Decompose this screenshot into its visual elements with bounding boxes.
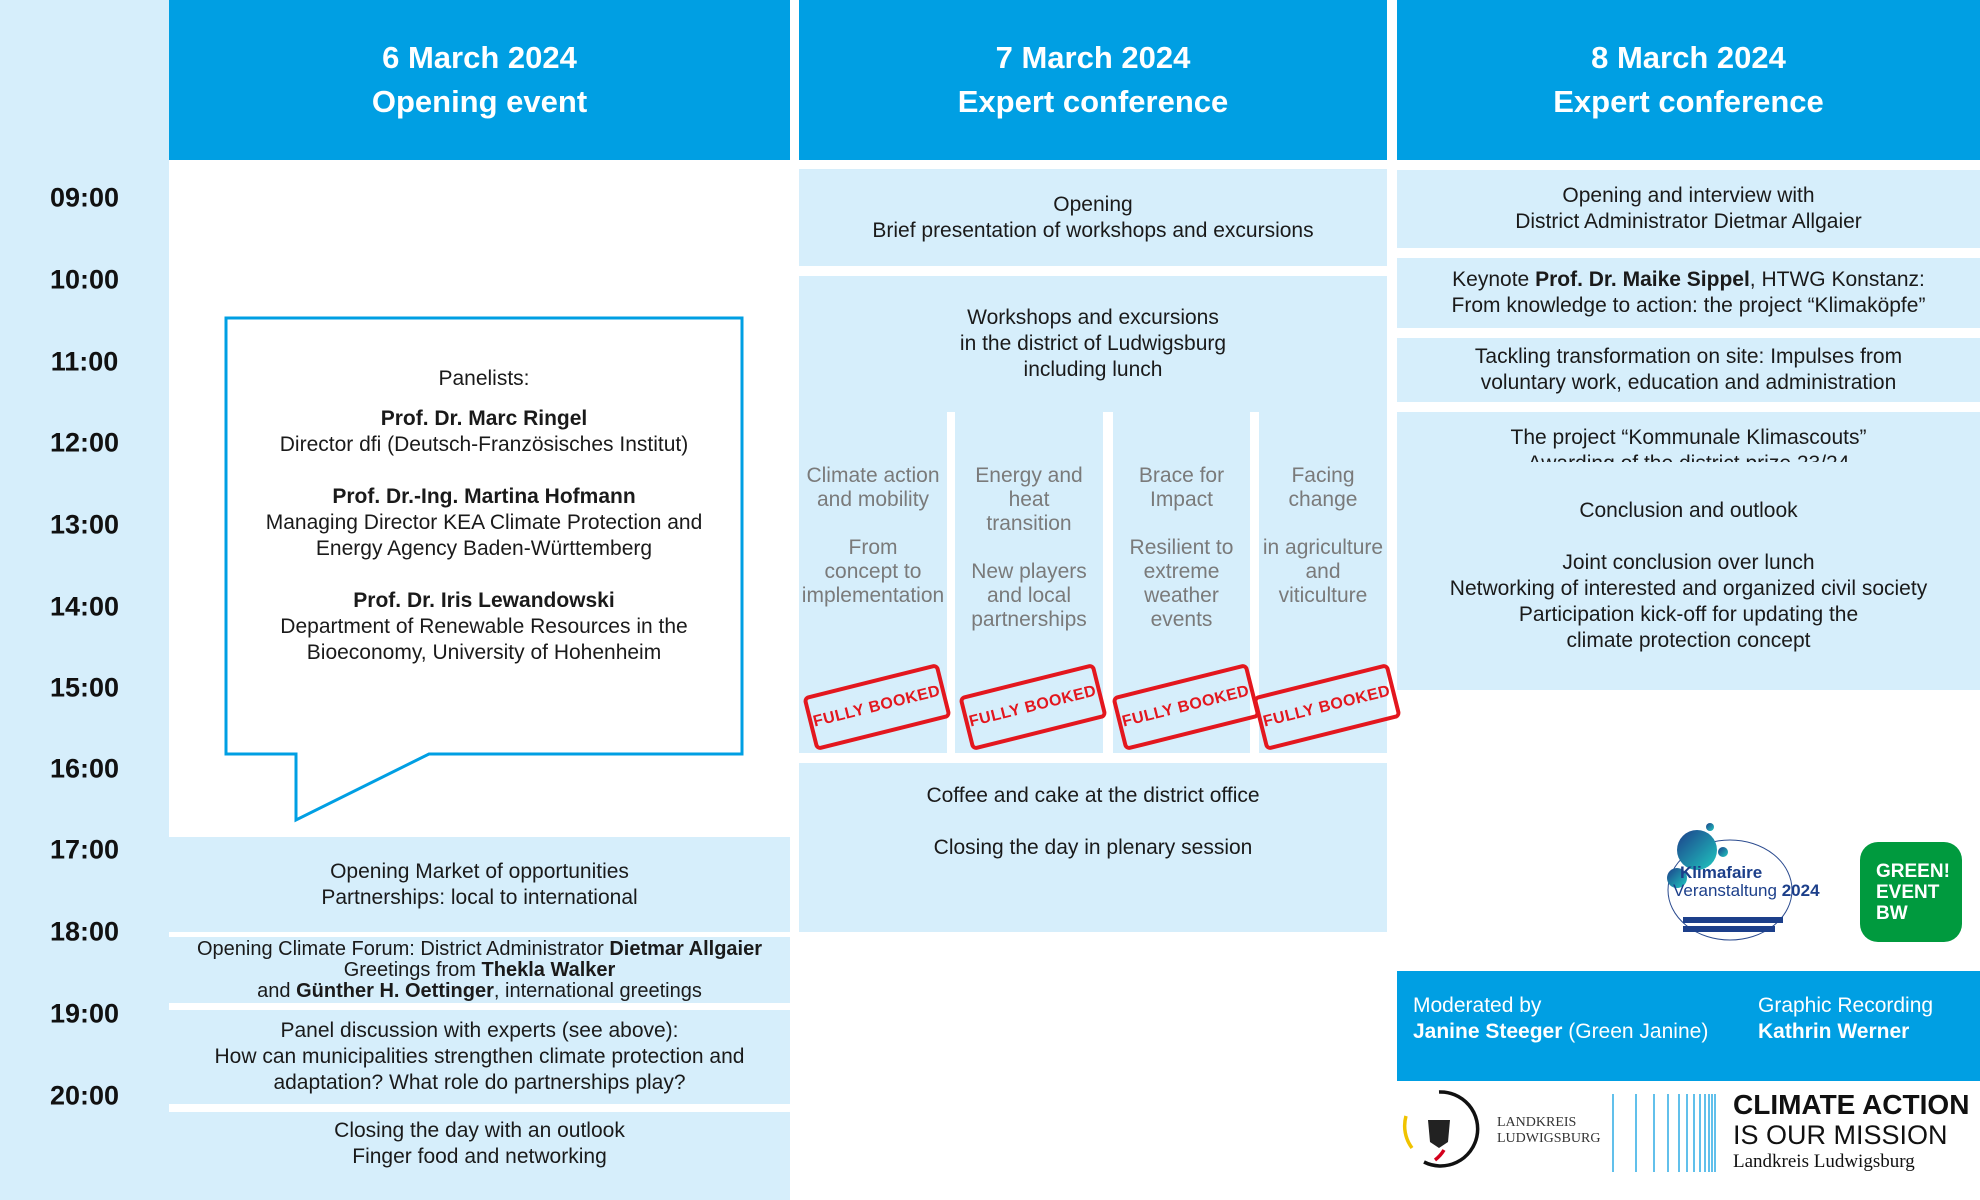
- track-title: Brace for: [1138, 464, 1225, 487]
- badge-line: EVENT: [1876, 881, 1940, 903]
- badge-line: GREEN!: [1876, 860, 1950, 882]
- panelist-name: Prof. Dr.-Ing. Martina Hofmann: [332, 485, 636, 508]
- klimafaire-title: Klimafaire: [1680, 863, 1763, 882]
- day-date: 8 March 2024: [1591, 40, 1786, 75]
- session-line: adaptation? What role do partnerships play?: [273, 1071, 686, 1094]
- track-title: and mobility: [816, 488, 930, 511]
- klimafaire-logo: [1655, 820, 1845, 942]
- day-title: Expert conference: [957, 84, 1229, 119]
- session-line: How can municipalities strengthen climate protection and: [214, 1045, 745, 1068]
- time-label: 17:00: [49, 834, 120, 865]
- session-transformation: [1397, 338, 1980, 402]
- track-subtitle: concept to: [824, 560, 922, 583]
- fully-booked-stamp: FULLY BOOKED: [958, 663, 1107, 751]
- day-header-2: [799, 0, 1387, 160]
- time-label: 11:00: [50, 346, 119, 377]
- badge-line: BW: [1876, 902, 1908, 924]
- track-title: transition: [986, 512, 1072, 535]
- session-keynote: [1397, 258, 1980, 328]
- track-title: change: [1288, 488, 1358, 511]
- mission-line: IS OUR MISSION: [1733, 1120, 1948, 1150]
- workshop-track-3[interactable]: [1113, 412, 1250, 753]
- time-label: 16:00: [49, 753, 120, 784]
- session-line: Opening Market of opportunities: [330, 859, 629, 883]
- panelist-role: Energy Agency Baden-Württemberg: [315, 537, 653, 560]
- workshop-track-1[interactable]: [799, 412, 947, 753]
- session-line: and Günther H. Oettinger, international greetings: [257, 979, 702, 1002]
- landkreis-emblem-icon: [1398, 1088, 1480, 1170]
- mission-line: Landkreis Ludwigsburg: [1733, 1151, 1915, 1172]
- panelist-role: Managing Director KEA Climate Protection and: [265, 511, 703, 534]
- time-label: 20:00: [49, 1080, 120, 1111]
- time-label: 13:00: [49, 509, 120, 540]
- credits-box: [1397, 971, 1980, 1081]
- time-label: 12:00: [49, 427, 120, 458]
- track-title: Facing: [1291, 464, 1355, 487]
- day-title: Opening event: [371, 84, 588, 119]
- mission-line: CLIMATE ACTION: [1733, 1089, 1970, 1120]
- fully-booked-stamp: FULLY BOOKED: [802, 663, 951, 751]
- time-label: 15:00: [49, 672, 120, 703]
- session-market-of-opportunities: [169, 837, 790, 932]
- track-title: Climate action: [806, 464, 940, 487]
- session-opening-day2: [799, 169, 1387, 266]
- session-line: Networking of interested and organized civil society: [1449, 577, 1928, 600]
- session-line: Opening: [1053, 192, 1133, 216]
- mission-stripes-icon: [1612, 1094, 1720, 1172]
- session-line: Opening Climate Forum: District Administrator Dietmar Allgaier: [197, 937, 762, 960]
- workshop-track-4[interactable]: [1259, 412, 1393, 753]
- track-subtitle: viticulture: [1278, 584, 1368, 607]
- session-line: climate protection concept: [1566, 629, 1811, 652]
- session-line: Keynote Prof. Dr. Maike Sippel, HTWG Konstanz:: [1452, 268, 1925, 291]
- fully-booked-stamp: FULLY BOOKED: [1252, 663, 1401, 751]
- session-line: District Administrator Dietmar Allgaier: [1515, 210, 1862, 233]
- session-afternoon-day2: [799, 763, 1387, 932]
- panelist-role: Bioeconomy, University of Hohenheim: [306, 641, 662, 664]
- track-subtitle: and: [1305, 560, 1341, 583]
- track-subtitle: New players: [971, 560, 1087, 583]
- session-line: From knowledge to action: the project “Klimaköpfe”: [1451, 294, 1926, 317]
- time-label: 09:00: [49, 182, 120, 213]
- session-line: Panel discussion with experts (see above):: [280, 1019, 679, 1042]
- credit-name: Kathrin Werner: [1758, 1020, 1910, 1043]
- track-title: heat: [1008, 488, 1050, 511]
- mission-wordmark: [1733, 1090, 1969, 1174]
- time-label: 10:00: [49, 264, 120, 295]
- track-subtitle: weather: [1144, 584, 1219, 607]
- session-climate-forum: [169, 937, 790, 1003]
- session-line: Coffee and cake at the district office: [926, 784, 1260, 807]
- panelist-name: Prof. Dr. Marc Ringel: [380, 407, 588, 430]
- session-line: Workshops and excursions: [967, 306, 1219, 329]
- fully-booked-stamp: FULLY BOOKED: [1111, 663, 1260, 751]
- panelist-role: Director dfi (Deutsch-Französisches Institut): [279, 433, 689, 456]
- session-line: in the district of Ludwigsburg: [959, 332, 1227, 355]
- track-subtitle: From: [848, 536, 898, 559]
- track-subtitle: and local: [986, 584, 1072, 607]
- track-subtitle: Resilient to: [1129, 536, 1234, 559]
- session-line: Brief presentation of workshops and excursions: [872, 218, 1314, 242]
- session-closing-day1: [169, 1112, 790, 1200]
- track-subtitle: implementation: [801, 584, 945, 607]
- landkreis-wordmark: [1497, 1115, 1600, 1147]
- track-subtitle: events: [1150, 608, 1213, 631]
- graphic-recording-credit: [1758, 993, 1933, 1045]
- session-panel-discussion: [169, 1010, 790, 1104]
- session-line: Opening and interview with: [1562, 184, 1815, 207]
- session-conclusion: [1397, 462, 1980, 690]
- track-subtitle: partnerships: [971, 608, 1087, 631]
- credit-label: Moderated by: [1413, 994, 1542, 1017]
- moderator-credit: [1413, 993, 1708, 1045]
- session-workshops: [799, 276, 1387, 412]
- track-title: Impact: [1149, 488, 1214, 511]
- day-date: 7 March 2024: [995, 40, 1191, 75]
- session-line: Participation kick-off for updating the: [1518, 603, 1859, 626]
- panelists-heading: Panelists:: [438, 367, 530, 390]
- day-header-3: [1397, 0, 1980, 160]
- time-label: 19:00: [49, 998, 120, 1029]
- session-line: including lunch: [1023, 358, 1163, 381]
- track-subtitle: in agriculture: [1262, 536, 1384, 559]
- time-column: [0, 0, 169, 1200]
- time-label: 14:00: [49, 591, 120, 622]
- panelist-role: Department of Renewable Resources in the: [280, 615, 688, 638]
- session-line: Partnerships: local to international: [321, 885, 638, 909]
- credit-label: Graphic Recording: [1758, 994, 1934, 1017]
- wordmark-line: LANDKREIS: [1497, 1115, 1577, 1130]
- time-label: 18:00: [49, 916, 120, 947]
- session-line: Conclusion and outlook: [1579, 499, 1798, 522]
- wordmark-line: LUDWIGSBURG: [1497, 1131, 1601, 1146]
- session-line: Joint conclusion over lunch: [1562, 551, 1815, 574]
- panelist-name: Prof. Dr. Iris Lewandowski: [353, 589, 615, 612]
- klimafaire-subtitle: Veranstaltung 2024: [1673, 881, 1820, 900]
- session-line: Greetings from Thekla Walker: [343, 958, 616, 981]
- session-line: Closing the day with an outlook: [334, 1119, 625, 1142]
- track-title: Energy and: [975, 464, 1083, 487]
- session-line: Tackling transformation on site: Impulses from: [1474, 345, 1903, 368]
- day-header-1: [169, 0, 790, 160]
- session-line: Closing the day in plenary session: [933, 836, 1253, 859]
- day-date: 6 March 2024: [382, 40, 577, 75]
- credit-name: Janine Steeger (Green Janine): [1413, 1020, 1709, 1043]
- session-line: voluntary work, education and administration: [1480, 371, 1897, 394]
- session-opening-day3: [1397, 170, 1980, 248]
- track-subtitle: extreme: [1143, 560, 1220, 583]
- green-event-bw-badge: [1860, 842, 1962, 942]
- session-line: Finger food and networking: [352, 1145, 607, 1168]
- session-line: The project “Kommunale Klimascouts”: [1510, 426, 1867, 449]
- workshop-track-2[interactable]: [955, 412, 1103, 753]
- day-title: Expert conference: [1553, 84, 1824, 119]
- panelists-list: [226, 366, 742, 666]
